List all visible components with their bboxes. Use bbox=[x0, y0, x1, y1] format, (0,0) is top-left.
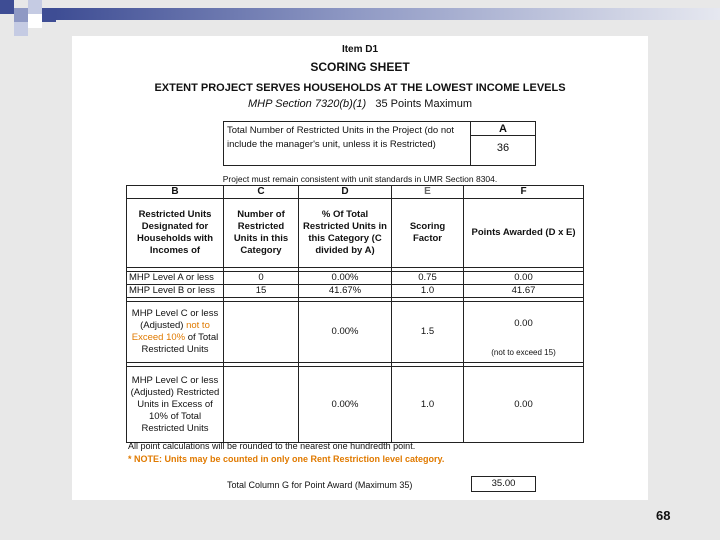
max-points: 35 Points Maximum bbox=[375, 98, 472, 110]
row-percent: 41.67% bbox=[299, 285, 392, 298]
table-row bbox=[127, 302, 584, 363]
points-cap-note: (not to exceed 15) bbox=[491, 348, 556, 357]
column-a-header: A bbox=[499, 123, 507, 135]
row-points: 0.00 bbox=[464, 272, 584, 285]
row-level-label: MHP Level C or less (Adjusted) not to Exceed 10% of Total Restricted Units bbox=[127, 302, 224, 363]
column-description-row bbox=[127, 199, 584, 268]
column-c-description: Number of Restricted Units in this Category bbox=[224, 199, 299, 268]
row-level-label: MHP Level C or less (Adjusted) Restricted Units in Excess of 10% of Total Restricted Units bbox=[127, 367, 224, 443]
total-points-label: Total Column G for Point Award (Maximum 35) bbox=[227, 480, 413, 490]
row-percent: 0.00% bbox=[299, 302, 392, 363]
column-e-header: E bbox=[392, 186, 464, 199]
section-line bbox=[72, 98, 648, 110]
column-c-header: C bbox=[224, 186, 299, 199]
row-points: 41.67 bbox=[464, 285, 584, 298]
unit-standards-note: Project must remain consistent with unit standards in UMR Section 8304. bbox=[222, 174, 498, 184]
section-reference: MHP Section 7320(b)(1) bbox=[248, 98, 367, 110]
column-f-header: F bbox=[464, 186, 584, 199]
row-scoring-factor: 1.5 bbox=[392, 302, 464, 363]
row-scoring-factor: 1.0 bbox=[392, 285, 464, 298]
table-row bbox=[127, 272, 584, 285]
total-units-box bbox=[223, 121, 536, 166]
total-points-value: 35.00 bbox=[471, 476, 536, 492]
row-unit-count bbox=[224, 302, 299, 363]
row-points: 0.00 (not to exceed 15) bbox=[464, 302, 584, 363]
row-unit-count: 15 bbox=[224, 285, 299, 298]
total-units-label: Total Number of Restricted Units in the Project (do not include the manager's unit, unless it is Restricted) bbox=[227, 125, 455, 150]
rounding-note: All point calculations will be rounded to the nearest one hundredth point. bbox=[128, 441, 416, 451]
row-unit-count: 0 bbox=[224, 272, 299, 285]
table-row bbox=[127, 367, 584, 443]
page-heading: EXTENT PROJECT SERVES HOUSEHOLDS AT THE LOWEST INCOME LEVELS bbox=[154, 82, 566, 94]
row-scoring-factor: 1.0 bbox=[392, 367, 464, 443]
decorative-header-bar bbox=[0, 0, 720, 22]
column-b-description: Restricted Units Designated for Households with Incomes of bbox=[127, 199, 224, 268]
table-row bbox=[127, 285, 584, 298]
row-unit-count bbox=[224, 367, 299, 443]
rent-restriction-warning: * NOTE: Units may be counted in only one Rent Restriction level category. bbox=[128, 454, 445, 464]
row-scoring-factor: 0.75 bbox=[392, 272, 464, 285]
scoring-sheet-page bbox=[72, 36, 648, 500]
total-units-value: 36 bbox=[496, 142, 510, 154]
row-level-label: MHP Level B or less bbox=[127, 285, 224, 298]
column-d-header: D bbox=[299, 186, 392, 199]
row-percent: 0.00% bbox=[299, 367, 392, 443]
row-level-label: MHP Level A or less bbox=[127, 272, 224, 285]
page-number: 68 bbox=[656, 508, 671, 523]
column-e-description: Scoring Factor bbox=[392, 199, 464, 268]
column-b-header: B bbox=[127, 186, 224, 199]
sheet-title: SCORING SHEET bbox=[310, 60, 410, 74]
item-label: Item D1 bbox=[341, 44, 379, 55]
column-f-description: Points Awarded (D x E) bbox=[464, 199, 584, 268]
row-percent: 0.00% bbox=[299, 272, 392, 285]
row-points: 0.00 bbox=[464, 367, 584, 443]
column-letter-row bbox=[127, 186, 584, 199]
exceed-limit-note: not to Exceed 10% bbox=[131, 320, 210, 343]
scoring-table bbox=[126, 185, 584, 443]
column-d-description: % Of Total Restricted Units in this Category (C divided by A) bbox=[299, 199, 392, 268]
